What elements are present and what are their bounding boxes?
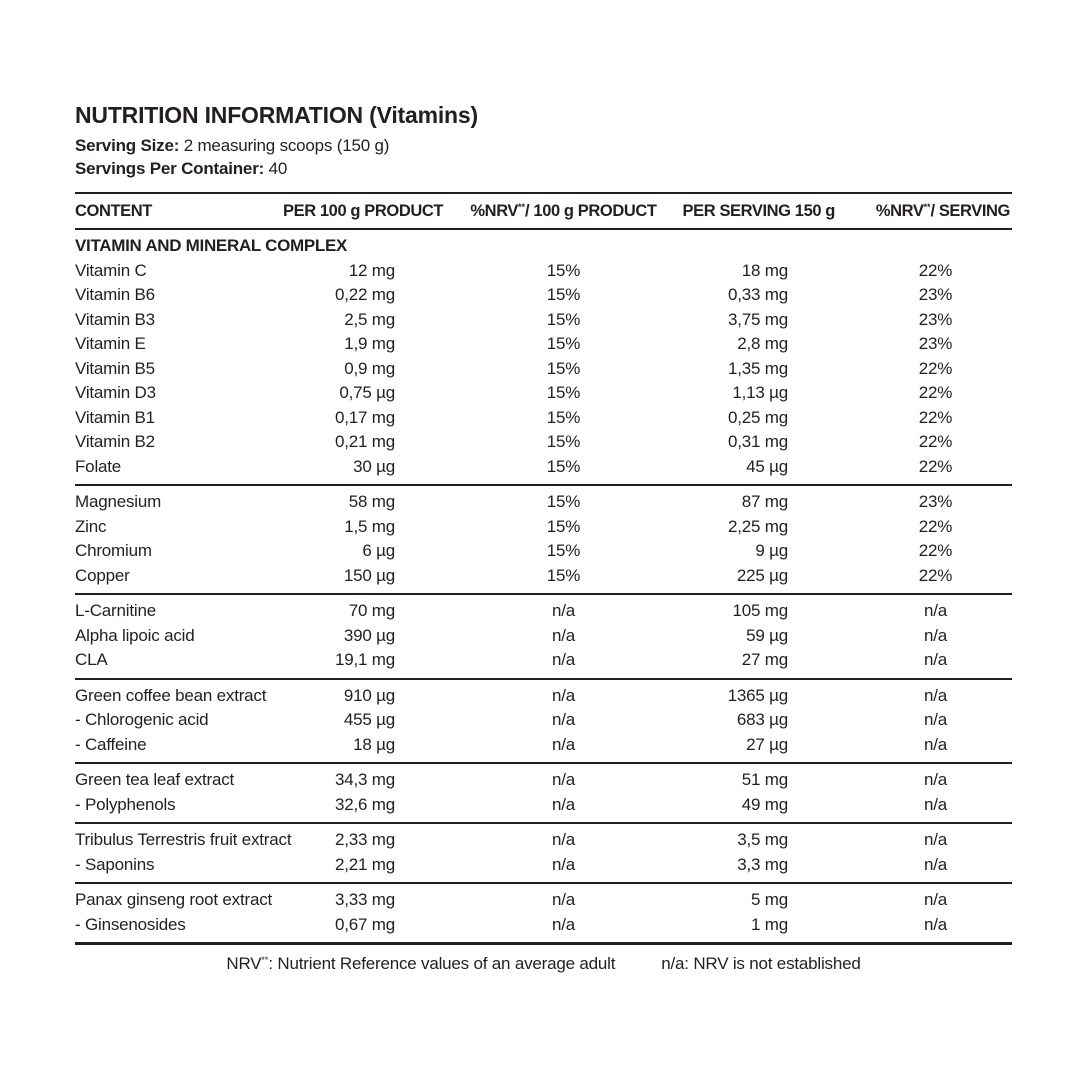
cell-per-serving: 87 mg [741,492,788,511]
cell-nrv-per-100g: 15% [546,456,581,476]
table-row [75,564,1012,595]
cell-content: Vitamin E [75,334,146,353]
cell-content: - Ginsenosides [75,914,186,934]
cell-per-100g: 910 µg [343,685,395,705]
table-row [75,594,1012,624]
cell-nrv-per-serving: n/a [923,734,948,754]
cell-nrv-per-serving: 22% [918,358,953,378]
col-header-nrv-per-serving-text: %NRV [875,202,924,220]
cell-nrv-per-100g: 15% [546,334,581,353]
cell-per-serving: 1,35 mg [727,358,788,378]
cell-nrv-per-serving: 23% [918,309,953,329]
cell-nrv-per-100g: n/a [551,830,576,849]
footnote-na: n/a: NRV is not established [661,954,861,973]
table-row [75,430,1012,455]
col-header-nrv-per-100g-suffix: / 100 g PRODUCT [525,202,657,220]
cell-content: Tribulus Terrestris fruit extract [75,830,292,849]
cell-nrv-per-serving: 22% [918,565,953,585]
cell-per-serving: 105 mg [732,601,788,620]
cell-per-100g: 18 µg [353,734,395,754]
cell-per-serving: 3,75 mg [727,309,788,329]
cell-per-serving: 5 mg [751,890,788,909]
cell-per-100g: 1,9 mg [344,334,395,353]
cell-per-serving: 0,31 mg [727,432,788,451]
cell-content: Vitamin D3 [75,383,156,402]
table-row [75,332,1012,357]
cell-content: Green tea leaf extract [75,770,235,789]
table-row [75,708,1012,733]
cell-per-serving: 9 µg [755,541,788,560]
table-row [75,406,1012,431]
cell-nrv-per-100g: n/a [551,914,576,934]
cell-nrv-per-serving: n/a [923,914,948,934]
cell-per-serving: 18 mg [741,260,788,280]
cell-nrv-per-serving: 22% [918,383,953,402]
nutrition-table [75,192,1012,945]
table-header [75,193,1012,229]
cell-nrv-per-serving: 22% [918,432,953,451]
table-section [75,485,1012,594]
cell-nrv-per-100g: 15% [546,541,581,560]
cell-content: CLA [75,650,108,669]
cell-nrv-per-100g: 15% [546,432,581,451]
cell-per-serving: 27 µg [746,734,788,754]
cell-nrv-per-100g: 15% [546,358,581,378]
cell-nrv-per-serving: n/a [923,770,948,789]
cell-per-serving: 27 mg [741,650,788,669]
cell-per-serving: 0,25 mg [727,407,788,427]
cell-nrv-per-serving: n/a [923,830,948,849]
cell-per-serving: 45 µg [746,456,788,476]
cell-nrv-per-serving: 22% [918,456,953,476]
cell-content: Vitamin B3 [75,309,155,329]
cell-per-100g: 0,75 µg [339,383,395,402]
nrv-superscript: ** [518,202,526,212]
table-row [75,733,1012,764]
cell-per-100g: 455 µg [343,710,395,729]
cell-per-100g: 70 mg [348,601,395,620]
table-row [75,624,1012,649]
section-heading: VITAMIN AND MINERAL COMPLEX [75,236,348,255]
cell-nrv-per-serving: 22% [918,541,953,560]
cell-nrv-per-100g: 15% [546,383,581,402]
cell-nrv-per-100g: n/a [551,734,576,754]
servings-per-container [75,157,1010,180]
cell-content: - Saponins [75,854,155,874]
cell-per-serving: 59 µg [746,625,788,645]
serving-size [75,134,1010,157]
table-row [75,679,1012,709]
cell-content: Chromium [75,541,152,560]
cell-content: - Polyphenols [75,794,176,814]
col-header-nrv-per-serving-suffix: / SERVING [930,202,1010,220]
section-heading-row [75,229,1012,259]
cell-nrv-per-100g: 15% [546,516,581,536]
cell-nrv-per-100g: n/a [551,601,576,620]
cell-nrv-per-serving: n/a [923,685,948,705]
table-header-row [75,193,1012,229]
table-row [75,648,1012,679]
cell-per-100g: 0,67 mg [334,914,395,934]
table-row [75,883,1012,913]
cell-nrv-per-100g: n/a [551,890,576,909]
cell-content: L-Carnitine [75,601,156,620]
cell-nrv-per-serving: 22% [918,516,953,536]
cell-per-100g: 390 µg [343,625,395,645]
servings-per-container-value: 40 [264,159,288,178]
cell-nrv-per-100g: n/a [551,770,576,789]
footnote-nrv [226,952,615,976]
table-row [75,259,1012,284]
cell-per-100g: 30 µg [353,456,395,476]
table-section [75,763,1012,823]
cell-nrv-per-100g: n/a [551,794,576,814]
cell-content: Magnesium [75,492,162,511]
cell-per-serving: 1 mg [751,914,788,934]
cell-nrv-per-serving: 23% [918,285,953,304]
cell-per-serving: 1,13 µg [732,383,788,402]
cell-per-100g: 19,1 mg [334,650,395,669]
serving-size-label: Serving Size: [75,136,180,155]
cell-nrv-per-serving: n/a [923,650,948,669]
cell-per-100g: 34,3 mg [334,770,395,789]
table-row [75,455,1012,486]
cell-per-100g: 2,5 mg [344,309,395,329]
cell-content: Vitamin B1 [75,407,155,427]
table-row [75,357,1012,382]
cell-content: Green coffee bean extract [75,685,267,705]
table-row [75,308,1012,333]
col-header-content: CONTENT [75,202,152,220]
cell-per-serving: 49 mg [741,794,788,814]
serving-size-value: 2 measuring scoops (150 g) [179,136,390,155]
table-row [75,283,1012,308]
cell-per-serving: 683 µg [736,710,788,729]
cell-per-serving: 0,33 mg [727,285,788,304]
cell-per-100g: 150 µg [343,565,395,585]
cell-content: Vitamin B2 [75,432,155,451]
table-row [75,485,1012,515]
table-section [75,229,1012,485]
table-section [75,883,1012,944]
servings-per-container-label: Servings Per Container: [75,159,265,178]
cell-per-100g: 2,21 mg [334,854,395,874]
table-row [75,853,1012,884]
cell-nrv-per-100g: n/a [551,710,576,729]
cell-per-100g: 12 mg [348,260,395,280]
cell-per-100g: 2,33 mg [334,830,395,849]
cell-per-serving: 2,25 mg [727,516,788,536]
cell-per-100g: 0,22 mg [334,285,395,304]
cell-nrv-per-serving: n/a [923,625,948,645]
cell-content: Folate [75,456,122,476]
table-section [75,594,1012,679]
cell-per-100g: 3,33 mg [334,890,395,909]
cell-nrv-per-100g: n/a [551,650,576,669]
col-header-nrv-per-100g-text: %NRV [470,202,519,220]
cell-nrv-per-100g: 15% [546,565,581,585]
cell-per-serving: 3,3 mg [737,854,788,874]
cell-content: Vitamin B6 [75,285,155,304]
cell-per-100g: 1,5 mg [344,516,395,536]
cell-nrv-per-serving: 23% [918,334,953,353]
table-section [75,823,1012,883]
cell-content: Copper [75,565,130,585]
cell-nrv-per-100g: n/a [551,625,576,645]
table-row [75,913,1012,944]
table-section [75,679,1012,764]
cell-per-100g: 58 mg [348,492,395,511]
cell-per-serving: 51 mg [741,770,788,789]
cell-nrv-per-100g: 15% [546,492,581,511]
cell-per-serving: 1365 µg [727,685,788,705]
page-title: NUTRITION INFORMATION (Vitamins) [75,102,478,128]
cell-nrv-per-100g: 15% [546,285,581,304]
cell-nrv-per-100g: 15% [546,309,581,329]
col-header-nrv-per-serving [845,193,1012,229]
cell-nrv-per-100g: n/a [551,685,576,705]
cell-per-serving: 2,8 mg [737,334,788,353]
col-header-per-100g: PER 100 g PRODUCT [283,202,444,220]
col-header-nrv-per-100g [455,193,672,229]
cell-content: Vitamin C [75,260,147,280]
cell-nrv-per-serving: 22% [918,260,953,280]
cell-content: - Chlorogenic acid [75,710,209,729]
nrv-superscript: ** [923,202,931,212]
cell-nrv-per-100g: n/a [551,854,576,874]
cell-per-serving: 3,5 mg [737,830,788,849]
cell-content: Alpha lipoic acid [75,625,195,645]
col-header-per-serving: PER SERVING 150 g [682,202,835,220]
cell-content: - Caffeine [75,734,147,754]
cell-nrv-per-serving: n/a [923,794,948,814]
cell-nrv-per-100g: 15% [546,407,581,427]
cell-nrv-per-serving: n/a [923,890,948,909]
table-row [75,823,1012,853]
cell-nrv-per-serving: n/a [923,710,948,729]
cell-content: Zinc [75,516,107,536]
cell-per-100g: 0,21 mg [334,432,395,451]
footnote-nrv-text: NRV [226,954,262,973]
cell-per-100g: 0,17 mg [334,407,395,427]
table-row [75,515,1012,540]
cell-nrv-per-serving: 23% [918,492,953,511]
table-row [75,539,1012,564]
cell-nrv-per-100g: 15% [546,260,581,280]
table-row [75,793,1012,824]
cell-content: Panax ginseng root extract [75,890,273,909]
table-row [75,763,1012,793]
footnotes [75,952,1012,976]
cell-nrv-per-serving: n/a [923,854,948,874]
footnote-nrv-suffix: : Nutrient Reference values of an average adult [268,954,616,973]
table-row [75,381,1012,406]
cell-per-100g: 6 µg [362,541,395,560]
cell-content: Vitamin B5 [75,358,155,378]
nrv-superscript: ** [261,955,269,965]
cell-per-serving: 225 µg [736,565,788,585]
cell-per-100g: 32,6 mg [334,794,395,814]
cell-nrv-per-serving: 22% [918,407,953,427]
cell-per-100g: 0,9 mg [344,358,395,378]
cell-nrv-per-serving: n/a [923,601,948,620]
